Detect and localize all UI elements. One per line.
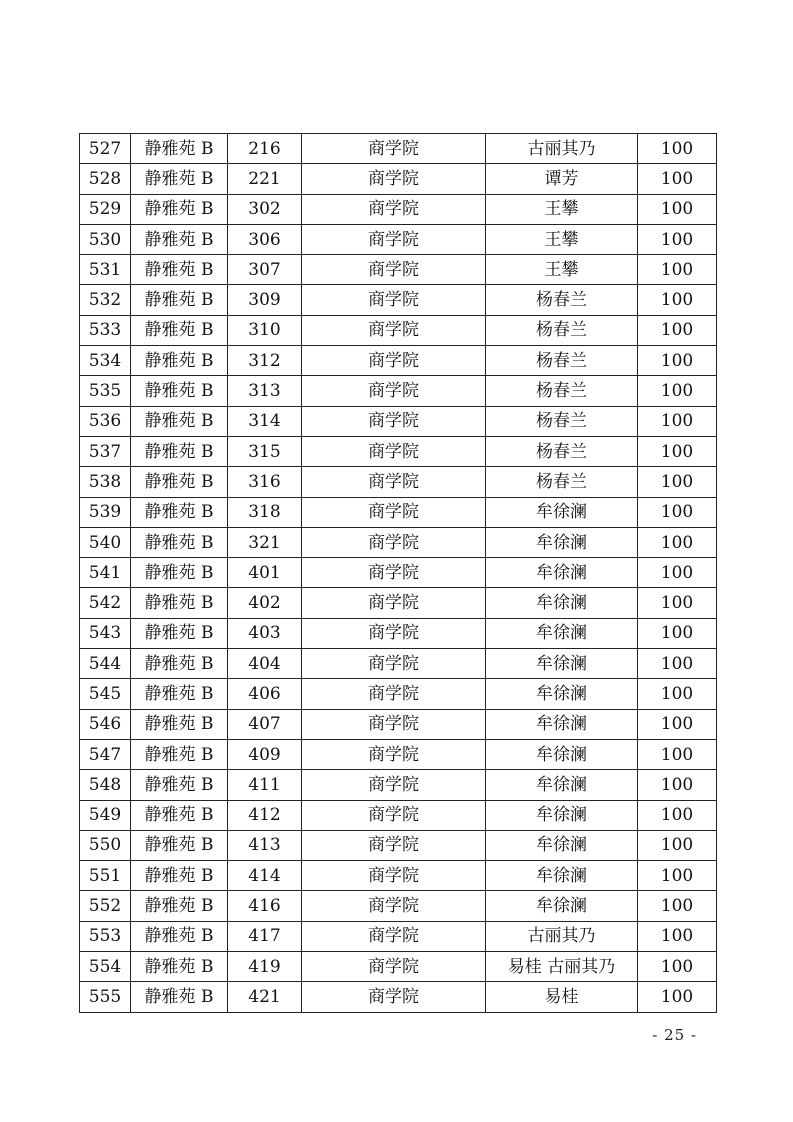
college-cell: 商学院 xyxy=(302,921,486,951)
name-cell: 牟徐澜 xyxy=(486,649,638,679)
room-cell: 221 xyxy=(228,164,302,194)
score-cell: 100 xyxy=(638,194,717,224)
row-number-cell: 527 xyxy=(80,134,131,164)
score-cell: 100 xyxy=(638,497,717,527)
room-cell: 406 xyxy=(228,679,302,709)
row-number-cell: 530 xyxy=(80,224,131,254)
name-cell: 牟徐澜 xyxy=(486,800,638,830)
score-cell: 100 xyxy=(638,315,717,345)
row-number-cell: 551 xyxy=(80,861,131,891)
college-cell: 商学院 xyxy=(302,497,486,527)
building-cell: 静雅苑 B xyxy=(131,982,228,1012)
room-cell: 414 xyxy=(228,861,302,891)
college-cell: 商学院 xyxy=(302,224,486,254)
building-cell: 静雅苑 B xyxy=(131,285,228,315)
room-cell: 412 xyxy=(228,800,302,830)
table-row xyxy=(80,830,717,860)
room-cell: 413 xyxy=(228,830,302,860)
table-row xyxy=(80,558,717,588)
room-cell: 421 xyxy=(228,982,302,1012)
table-row xyxy=(80,346,717,376)
college-cell: 商学院 xyxy=(302,255,486,285)
building-cell: 静雅苑 B xyxy=(131,770,228,800)
name-cell: 易桂 xyxy=(486,982,638,1012)
table-row xyxy=(80,255,717,285)
building-cell: 静雅苑 B xyxy=(131,891,228,921)
room-cell: 416 xyxy=(228,891,302,921)
score-cell: 100 xyxy=(638,346,717,376)
score-cell: 100 xyxy=(638,861,717,891)
room-cell: 407 xyxy=(228,709,302,739)
name-cell: 杨春兰 xyxy=(486,285,638,315)
name-cell: 王攀 xyxy=(486,194,638,224)
row-number-cell: 542 xyxy=(80,588,131,618)
college-cell: 商学院 xyxy=(302,952,486,982)
table-row xyxy=(80,649,717,679)
row-number-cell: 528 xyxy=(80,164,131,194)
row-number-cell: 546 xyxy=(80,709,131,739)
college-cell: 商学院 xyxy=(302,285,486,315)
score-cell: 100 xyxy=(638,285,717,315)
name-cell: 杨春兰 xyxy=(486,406,638,436)
room-cell: 302 xyxy=(228,194,302,224)
row-number-cell: 547 xyxy=(80,739,131,769)
table-row xyxy=(80,285,717,315)
score-cell: 100 xyxy=(638,255,717,285)
table-row xyxy=(80,224,717,254)
building-cell: 静雅苑 B xyxy=(131,224,228,254)
table-row xyxy=(80,194,717,224)
college-cell: 商学院 xyxy=(302,315,486,345)
score-cell: 100 xyxy=(638,527,717,557)
name-cell: 牟徐澜 xyxy=(486,588,638,618)
college-cell: 商学院 xyxy=(302,588,486,618)
table-row xyxy=(80,800,717,830)
building-cell: 静雅苑 B xyxy=(131,255,228,285)
college-cell: 商学院 xyxy=(302,709,486,739)
room-cell: 404 xyxy=(228,649,302,679)
name-cell: 牟徐澜 xyxy=(486,709,638,739)
row-number-cell: 535 xyxy=(80,376,131,406)
college-cell: 商学院 xyxy=(302,406,486,436)
name-cell: 杨春兰 xyxy=(486,436,638,466)
table-row xyxy=(80,497,717,527)
row-number-cell: 529 xyxy=(80,194,131,224)
name-cell: 古丽其乃 xyxy=(486,921,638,951)
building-cell: 静雅苑 B xyxy=(131,436,228,466)
table-row xyxy=(80,588,717,618)
page-number: - 25 - xyxy=(652,1026,697,1044)
table-row xyxy=(80,770,717,800)
row-number-cell: 537 xyxy=(80,436,131,466)
building-cell: 静雅苑 B xyxy=(131,739,228,769)
table-row xyxy=(80,739,717,769)
name-cell: 牟徐澜 xyxy=(486,770,638,800)
room-cell: 316 xyxy=(228,467,302,497)
college-cell: 商学院 xyxy=(302,649,486,679)
table-row xyxy=(80,921,717,951)
college-cell: 商学院 xyxy=(302,618,486,648)
college-cell: 商学院 xyxy=(302,346,486,376)
score-cell: 100 xyxy=(638,467,717,497)
score-cell: 100 xyxy=(638,830,717,860)
row-number-cell: 554 xyxy=(80,952,131,982)
name-cell: 牟徐澜 xyxy=(486,618,638,648)
score-cell: 100 xyxy=(638,436,717,466)
score-cell: 100 xyxy=(638,558,717,588)
score-cell: 100 xyxy=(638,709,717,739)
college-cell: 商学院 xyxy=(302,800,486,830)
building-cell: 静雅苑 B xyxy=(131,709,228,739)
name-cell: 牟徐澜 xyxy=(486,891,638,921)
name-cell: 牟徐澜 xyxy=(486,497,638,527)
row-number-cell: 545 xyxy=(80,679,131,709)
room-cell: 321 xyxy=(228,527,302,557)
room-cell: 401 xyxy=(228,558,302,588)
room-cell: 402 xyxy=(228,588,302,618)
room-cell: 313 xyxy=(228,376,302,406)
row-number-cell: 532 xyxy=(80,285,131,315)
college-cell: 商学院 xyxy=(302,467,486,497)
table-row xyxy=(80,164,717,194)
room-cell: 419 xyxy=(228,952,302,982)
college-cell: 商学院 xyxy=(302,436,486,466)
name-cell: 杨春兰 xyxy=(486,346,638,376)
building-cell: 静雅苑 B xyxy=(131,497,228,527)
name-cell: 牟徐澜 xyxy=(486,558,638,588)
college-cell: 商学院 xyxy=(302,830,486,860)
score-cell: 100 xyxy=(638,406,717,436)
name-cell: 杨春兰 xyxy=(486,467,638,497)
row-number-cell: 538 xyxy=(80,467,131,497)
row-number-cell: 543 xyxy=(80,618,131,648)
table-row xyxy=(80,376,717,406)
building-cell: 静雅苑 B xyxy=(131,194,228,224)
room-cell: 307 xyxy=(228,255,302,285)
college-cell: 商学院 xyxy=(302,891,486,921)
table-row xyxy=(80,618,717,648)
score-cell: 100 xyxy=(638,649,717,679)
name-cell: 王攀 xyxy=(486,224,638,254)
row-number-cell: 550 xyxy=(80,830,131,860)
building-cell: 静雅苑 B xyxy=(131,527,228,557)
building-cell: 静雅苑 B xyxy=(131,164,228,194)
name-cell: 谭芳 xyxy=(486,164,638,194)
row-number-cell: 541 xyxy=(80,558,131,588)
name-cell: 古丽其乃 xyxy=(486,134,638,164)
name-cell: 杨春兰 xyxy=(486,376,638,406)
row-number-cell: 555 xyxy=(80,982,131,1012)
college-cell: 商学院 xyxy=(302,770,486,800)
room-cell: 310 xyxy=(228,315,302,345)
table-row xyxy=(80,436,717,466)
building-cell: 静雅苑 B xyxy=(131,588,228,618)
row-number-cell: 539 xyxy=(80,497,131,527)
building-cell: 静雅苑 B xyxy=(131,376,228,406)
building-cell: 静雅苑 B xyxy=(131,467,228,497)
room-cell: 312 xyxy=(228,346,302,376)
room-cell: 318 xyxy=(228,497,302,527)
college-cell: 商学院 xyxy=(302,164,486,194)
row-number-cell: 548 xyxy=(80,770,131,800)
room-cell: 403 xyxy=(228,618,302,648)
building-cell: 静雅苑 B xyxy=(131,406,228,436)
college-cell: 商学院 xyxy=(302,861,486,891)
name-cell: 杨春兰 xyxy=(486,315,638,345)
building-cell: 静雅苑 B xyxy=(131,921,228,951)
table-row xyxy=(80,134,717,164)
row-number-cell: 531 xyxy=(80,255,131,285)
row-number-cell: 533 xyxy=(80,315,131,345)
row-number-cell: 552 xyxy=(80,891,131,921)
building-cell: 静雅苑 B xyxy=(131,830,228,860)
building-cell: 静雅苑 B xyxy=(131,952,228,982)
room-cell: 417 xyxy=(228,921,302,951)
building-cell: 静雅苑 B xyxy=(131,315,228,345)
room-cell: 409 xyxy=(228,739,302,769)
table-body xyxy=(80,134,717,1013)
table-row xyxy=(80,709,717,739)
building-cell: 静雅苑 B xyxy=(131,134,228,164)
building-cell: 静雅苑 B xyxy=(131,679,228,709)
name-cell: 牟徐澜 xyxy=(486,830,638,860)
college-cell: 商学院 xyxy=(302,679,486,709)
college-cell: 商学院 xyxy=(302,376,486,406)
table-row xyxy=(80,527,717,557)
row-number-cell: 549 xyxy=(80,800,131,830)
score-cell: 100 xyxy=(638,921,717,951)
name-cell: 牟徐澜 xyxy=(486,679,638,709)
room-cell: 411 xyxy=(228,770,302,800)
table-row xyxy=(80,315,717,345)
building-cell: 静雅苑 B xyxy=(131,861,228,891)
room-cell: 309 xyxy=(228,285,302,315)
score-cell: 100 xyxy=(638,224,717,254)
score-cell: 100 xyxy=(638,800,717,830)
building-cell: 静雅苑 B xyxy=(131,800,228,830)
row-number-cell: 553 xyxy=(80,921,131,951)
table-row xyxy=(80,679,717,709)
college-cell: 商学院 xyxy=(302,982,486,1012)
score-cell: 100 xyxy=(638,739,717,769)
score-cell: 100 xyxy=(638,588,717,618)
college-cell: 商学院 xyxy=(302,134,486,164)
college-cell: 商学院 xyxy=(302,558,486,588)
row-number-cell: 534 xyxy=(80,346,131,376)
score-cell: 100 xyxy=(638,770,717,800)
score-cell: 100 xyxy=(638,618,717,648)
row-number-cell: 544 xyxy=(80,649,131,679)
name-cell: 王攀 xyxy=(486,255,638,285)
table-row xyxy=(80,467,717,497)
dorm-table xyxy=(79,133,717,1013)
name-cell: 易桂 古丽其乃 xyxy=(486,952,638,982)
score-cell: 100 xyxy=(638,891,717,921)
table-row xyxy=(80,406,717,436)
name-cell: 牟徐澜 xyxy=(486,861,638,891)
building-cell: 静雅苑 B xyxy=(131,649,228,679)
room-cell: 314 xyxy=(228,406,302,436)
row-number-cell: 540 xyxy=(80,527,131,557)
score-cell: 100 xyxy=(638,679,717,709)
college-cell: 商学院 xyxy=(302,527,486,557)
table-row xyxy=(80,982,717,1012)
room-cell: 315 xyxy=(228,436,302,466)
score-cell: 100 xyxy=(638,982,717,1012)
college-cell: 商学院 xyxy=(302,194,486,224)
score-cell: 100 xyxy=(638,952,717,982)
building-cell: 静雅苑 B xyxy=(131,346,228,376)
college-cell: 商学院 xyxy=(302,739,486,769)
table-row xyxy=(80,952,717,982)
table-row xyxy=(80,861,717,891)
name-cell: 牟徐澜 xyxy=(486,527,638,557)
score-cell: 100 xyxy=(638,134,717,164)
name-cell: 牟徐澜 xyxy=(486,739,638,769)
score-cell: 100 xyxy=(638,164,717,194)
score-cell: 100 xyxy=(638,376,717,406)
table-row xyxy=(80,891,717,921)
row-number-cell: 536 xyxy=(80,406,131,436)
room-cell: 306 xyxy=(228,224,302,254)
building-cell: 静雅苑 B xyxy=(131,558,228,588)
room-cell: 216 xyxy=(228,134,302,164)
building-cell: 静雅苑 B xyxy=(131,618,228,648)
